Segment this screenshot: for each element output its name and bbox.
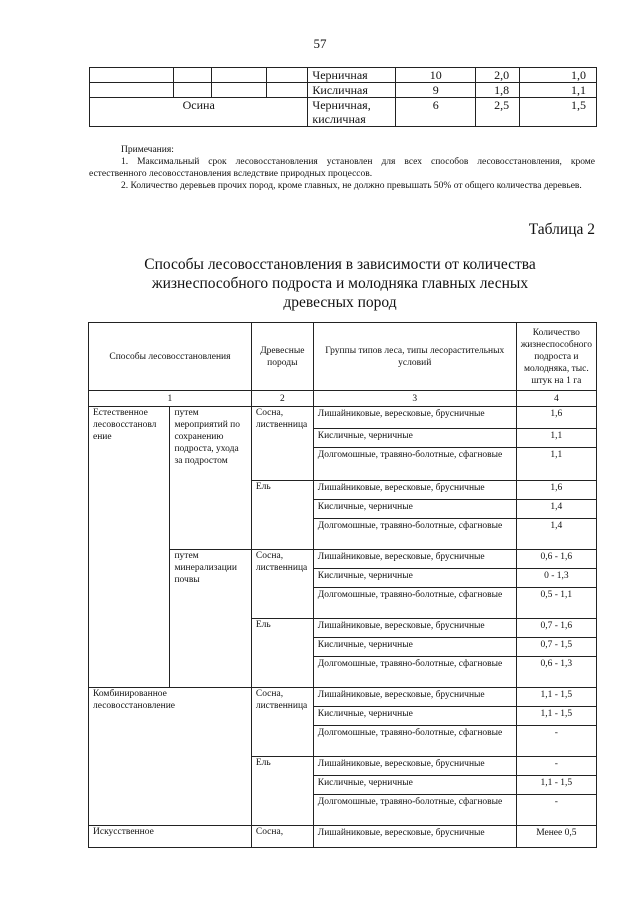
column-number: 2 bbox=[251, 391, 313, 407]
method-cell: Комбинированное лесовосстановление bbox=[89, 688, 252, 826]
species-cell: Сосна, лиственница bbox=[251, 550, 313, 619]
value-cell: 1,6 bbox=[516, 481, 596, 500]
value-cell: 1,1 bbox=[516, 448, 596, 481]
forest-type-cell: Долгомошные, травяно-болотные, сфагновые bbox=[313, 726, 516, 757]
value-cell: 1,1 bbox=[516, 429, 596, 448]
column-number: 4 bbox=[516, 391, 596, 407]
value-cell: 1,5 bbox=[520, 98, 597, 127]
table-caption: Способы лесовосстановления в зависимости от количества жизнеспособного подроста и молодняка главных лесных древесных пород bbox=[144, 256, 536, 311]
value-cell: 9 bbox=[396, 83, 476, 98]
header-methods: Способы лесовосстановления bbox=[89, 323, 252, 391]
table-row bbox=[89, 826, 597, 848]
forest-type-cell: Лишайниковые, вересковые, брусничные bbox=[313, 688, 516, 707]
value-cell: 2,5 bbox=[476, 98, 520, 127]
value-cell: 1,1 - 1,5 bbox=[516, 776, 596, 795]
value-cell: 2,0 bbox=[476, 68, 520, 83]
table-header-row bbox=[89, 323, 597, 391]
species-cell: Сосна, bbox=[251, 826, 313, 848]
species-cell: Ель bbox=[251, 619, 313, 688]
forest-type-cell: Лишайниковые, вересковые, брусничные bbox=[313, 550, 516, 569]
forest-type-cell: Черничная, кисличная bbox=[308, 98, 396, 127]
forest-type-cell: Долгомошные, травяно-болотные, сфагновые bbox=[313, 588, 516, 619]
column-number: 1 bbox=[89, 391, 252, 407]
forest-type-cell: Кисличные, черничные bbox=[313, 776, 516, 795]
value-cell: 0,6 - 1,6 bbox=[516, 550, 596, 569]
value-cell: 1,1 bbox=[520, 83, 597, 98]
table-row bbox=[90, 98, 597, 127]
top-table bbox=[89, 67, 597, 127]
forest-type-cell: Лишайниковые, вересковые, брусничные bbox=[313, 481, 516, 500]
submethod-cell: путем минерализации почвы bbox=[170, 550, 251, 688]
forest-type-cell: Кисличные, черничные bbox=[313, 707, 516, 726]
forest-type-cell: Долгомошные, травяно-болотные, сфагновые bbox=[313, 448, 516, 481]
value-cell: 6 bbox=[396, 98, 476, 127]
value-cell: 1,1 - 1,5 bbox=[516, 688, 596, 707]
forest-type-cell: Кисличные, черничные bbox=[313, 638, 516, 657]
forest-type-cell: Лишайниковые, вересковые, брусничные bbox=[313, 757, 516, 776]
value-cell: 1,4 bbox=[516, 519, 596, 550]
note-item: 1. Максимальный срок лесовосстановления установлен для всех способов лесовосстановления, кроме естественного лесовосстановления вследствие природных процессов. bbox=[89, 157, 595, 179]
species-cell: Ель bbox=[251, 481, 313, 550]
value-cell: 0 - 1,3 bbox=[516, 569, 596, 588]
value-cell: 0,5 - 1,1 bbox=[516, 588, 596, 619]
table-row bbox=[89, 407, 597, 429]
table-row bbox=[89, 688, 597, 707]
methods-table bbox=[88, 322, 597, 848]
forest-type-cell: Черничная bbox=[308, 68, 396, 83]
value-cell: 1,1 - 1,5 bbox=[516, 707, 596, 726]
submethod-cell: путем мероприятий по сохранению подроста, ухода за подростом bbox=[170, 407, 251, 550]
species-cell: Ель bbox=[251, 757, 313, 826]
value-cell: 1,8 bbox=[476, 83, 520, 98]
value-cell: 0,7 - 1,6 bbox=[516, 619, 596, 638]
value-cell: - bbox=[516, 795, 596, 826]
forest-type-cell: Лишайниковые, вересковые, брусничные bbox=[313, 826, 516, 848]
value-cell: 0,7 - 1,5 bbox=[516, 638, 596, 657]
table-row bbox=[90, 68, 597, 83]
method-cell: Естественное лесовосстановл ение bbox=[89, 407, 170, 688]
column-number: 3 bbox=[313, 391, 516, 407]
species-cell: Осина bbox=[90, 98, 308, 127]
value-cell: 0,6 - 1,3 bbox=[516, 657, 596, 688]
forest-type-cell: Долгомошные, травяно-болотные, сфагновые bbox=[313, 519, 516, 550]
forest-type-cell: Кисличные, черничные bbox=[313, 500, 516, 519]
forest-type-cell: Кисличные, черничные bbox=[313, 569, 516, 588]
page-number: 57 bbox=[313, 36, 327, 51]
value-cell: 1,6 bbox=[516, 407, 596, 429]
table-label: Таблица 2 bbox=[528, 221, 595, 238]
notes-title: Примечания: bbox=[121, 145, 174, 155]
value-cell: Менее 0,5 bbox=[516, 826, 596, 848]
header-forest-types: Группы типов леса, типы лесорастительных условий bbox=[313, 323, 516, 391]
species-cell: Сосна, лиственница bbox=[251, 688, 313, 757]
forest-type-cell: Кисличная bbox=[308, 83, 396, 98]
value-cell: - bbox=[516, 757, 596, 776]
forest-type-cell: Лишайниковые, вересковые, брусничные bbox=[313, 407, 516, 429]
value-cell: - bbox=[516, 726, 596, 757]
table-row bbox=[90, 83, 597, 98]
species-cell: Сосна, лиственница bbox=[251, 407, 313, 481]
method-cell: Искусственное bbox=[89, 826, 252, 848]
forest-type-cell: Долгомошные, травяно-болотные, сфагновые bbox=[313, 657, 516, 688]
column-number-row bbox=[89, 391, 597, 407]
value-cell: 1,4 bbox=[516, 500, 596, 519]
note-item: 2. Количество деревьев прочих пород, кроме главных, не должно превышать 50% от общего количества деревьев. bbox=[121, 181, 582, 191]
forest-type-cell: Долгомошные, травяно-болотные, сфагновые bbox=[313, 795, 516, 826]
header-species: Древесные породы bbox=[251, 323, 313, 391]
notes bbox=[89, 144, 595, 192]
forest-type-cell: Кисличные, черничные bbox=[313, 429, 516, 448]
value-cell: 10 bbox=[396, 68, 476, 83]
value-cell: 1,0 bbox=[520, 68, 597, 83]
header-quantity: Количество жизнеспособного подроста и молодняка, тыс. штук на 1 га bbox=[516, 323, 596, 391]
forest-type-cell: Лишайниковые, вересковые, брусничные bbox=[313, 619, 516, 638]
